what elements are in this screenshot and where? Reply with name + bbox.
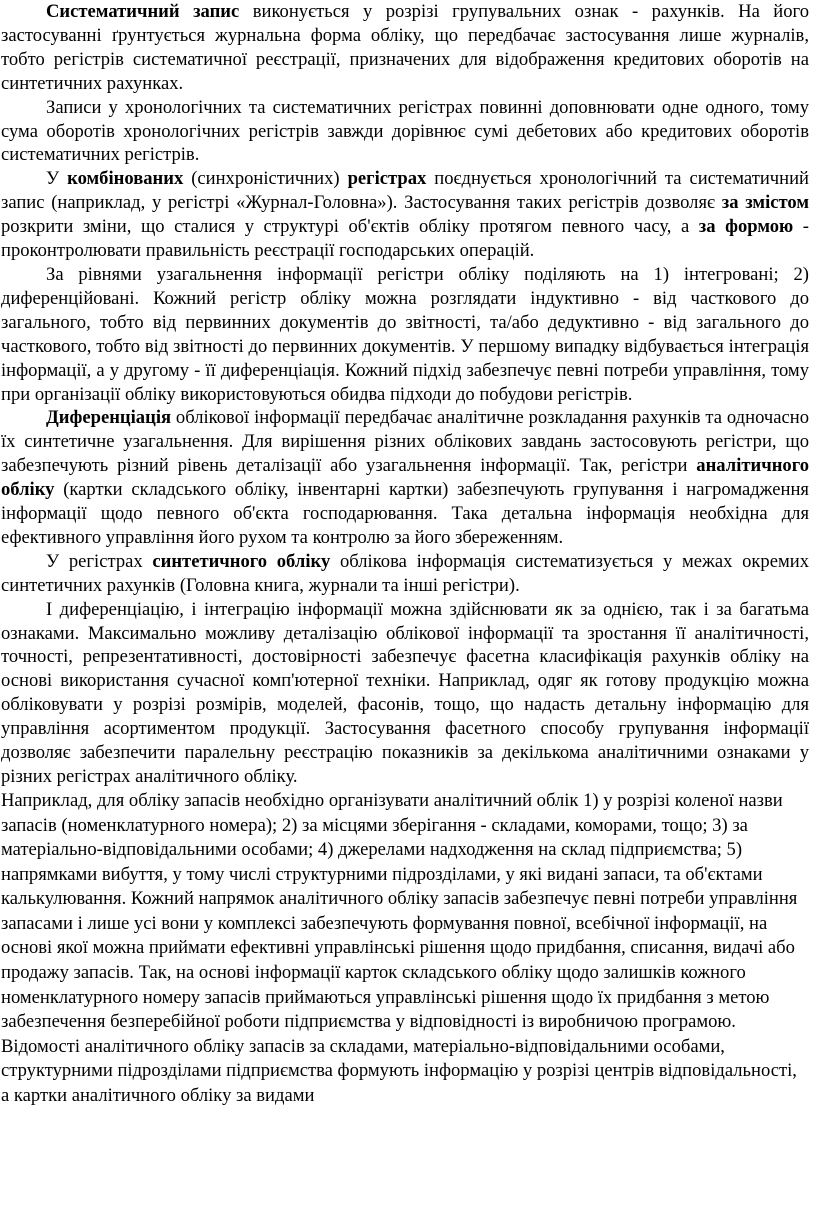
paragraph <box>1 96 809 168</box>
bold-term: комбінованих <box>67 168 184 190</box>
paragraph-example-inventory: Наприклад, для обліку запасів необхідно організувати аналітичний облік 1) у розрізі коленої назви запасів (номенклатурного номера); 2) за місцями зберігання - складами, коморами, тощо; 3) за матеріально-відповідальними особами; 4) джерелами надходження на склад підприємства; 5) напрямками вибуття, у тому числі структурними підрозділами, у які видані запаси, та об'єктами калькулювання. Кожний напрямок аналітичного обліку запасів забезпечує певні потреби управління запасами і лише усі вони у комплексі забезпечують формування повної, всебічної інформації, на основі якої можна приймати ефективні управлінські рішення щодо придбання, списання, видачі або продажу запасів. Так, на основі інформації карток складського обліку щодо залишків кожного номенклатурного номеру запасів приймаються управлінські рішення щодо їх придбання з метою забезпечення безперебійної роботи підприємства у відповідності із виробничою програмою. Відомості аналітичного обліку запасів за складами, матеріально-відповідальними особами, структурними підрозділами підприємства формують інформацію у розрізі центрів відповідальності, а картки аналітичного обліку за видами <box>1 789 798 1107</box>
text-run: У <box>46 168 68 190</box>
text-run: (синхроністичних) <box>183 168 348 190</box>
paragraph <box>1 263 809 406</box>
document-body <box>1 0 809 789</box>
text-run: облікова інформація систематизується у межах окремих синтетичних рахунків (Головна книга, журнали та інші регістри). <box>1 550 809 596</box>
text-run: облікової інформації передбачає аналітичне розкладання рахунків та одночасно їх синтетичне узагальнення. Для вирішення різних облікових завдань застосовують регістри, що забезпечують різний рівень деталізації або узагальнення інформації. Так, регістри <box>1 407 809 477</box>
text-run: виконується у розрізі групувальних ознак - рахунків. На його застосуванні ґрунтується журнальна форма обліку, що передбачає застосування лише журналів, тобто регістрів систематичної реєстрації, призначених для відображення кредитових оборотів на синтетичних рахунках. <box>1 1 809 94</box>
bold-term: синтетичного обліку <box>152 550 331 572</box>
text-run: У регістрах <box>46 550 153 572</box>
paragraph <box>1 406 809 549</box>
bold-term: Систематичний запис <box>46 1 240 22</box>
bold-term: за формою <box>698 216 794 238</box>
bold-term: регістрах <box>347 168 427 190</box>
bold-term: Диференціація <box>46 407 172 429</box>
text-run: За рівнями узагальнення інформації регістри обліку поділяють на 1) інтегровані; 2) диференційовані. Кожний регістр обліку можна розглядати індуктивно - від часткового до загального, тобто від первинних документів до звітності, та/або дедуктивно - від загального до часткового, тобто від звітності до первинних документів. У першому випадку відбувається інтеграція інформації, а у другому - її диференціація. Кожний підхід забезпечує певні потреби управління, тому при організації обліку використовуються обидва підходи до побудови регістрів. <box>1 263 809 405</box>
text-run: Записи у хронологічних та систематичних регістрах повинні доповнювати одне одного, тому сума оборотів хронологічних регістрів завжди дорівнює сумі дебетових або кредитових оборотів систематичних регістрів. <box>1 96 809 166</box>
paragraph <box>1 598 809 789</box>
bold-term: за змістом <box>721 192 809 214</box>
paragraph <box>1 0 809 96</box>
text-run: розкрити зміни, що сталися у структурі об'єктів обліку протягом певного часу, а <box>1 216 699 238</box>
text-run: поєднується хронологічний та систематичний запис (наприклад, у регістрі «Журнал-Головна»). Застосування таких регістрів дозволяє <box>1 168 809 214</box>
paragraph <box>1 550 809 598</box>
text-run: (картки складського обліку, інвентарні картки) забезпечують групування і нагромадження інформації щодо певного об'єкта господарювання. Така детальна інформація необхідна для ефективного управління його рухом та контролю за його збереженням. <box>1 479 809 548</box>
paragraph <box>1 167 809 263</box>
text-run: - проконтролювати правильність реєстрації господарських операцій. <box>1 216 809 262</box>
text-run: І диференціацію, і інтеграцію інформації можна здійснювати як за однією, так і за багатьма ознаками. Максимально можливу деталізацію облікової інформації та зростання її аналітичності, точності, репрезентативності, достовірності забезпечує фасетна класифікація рахунків обліку на основі використання сучасної комп'ютерної техніки. Наприклад, одяг як готову продукцію можна обліковувати у розрізі розмірів, моделей, фасонів, тощо, що надасть детальну інформацію для управління асортиментом продукції. Застосування фасетного способу групування інформації дозволяє забезпечити паралельну реєстрацію показників за декількома аналітичними ознаками у різних регістрах аналітичного обліку. <box>1 598 809 787</box>
bold-term: аналітичного обліку <box>1 455 809 501</box>
